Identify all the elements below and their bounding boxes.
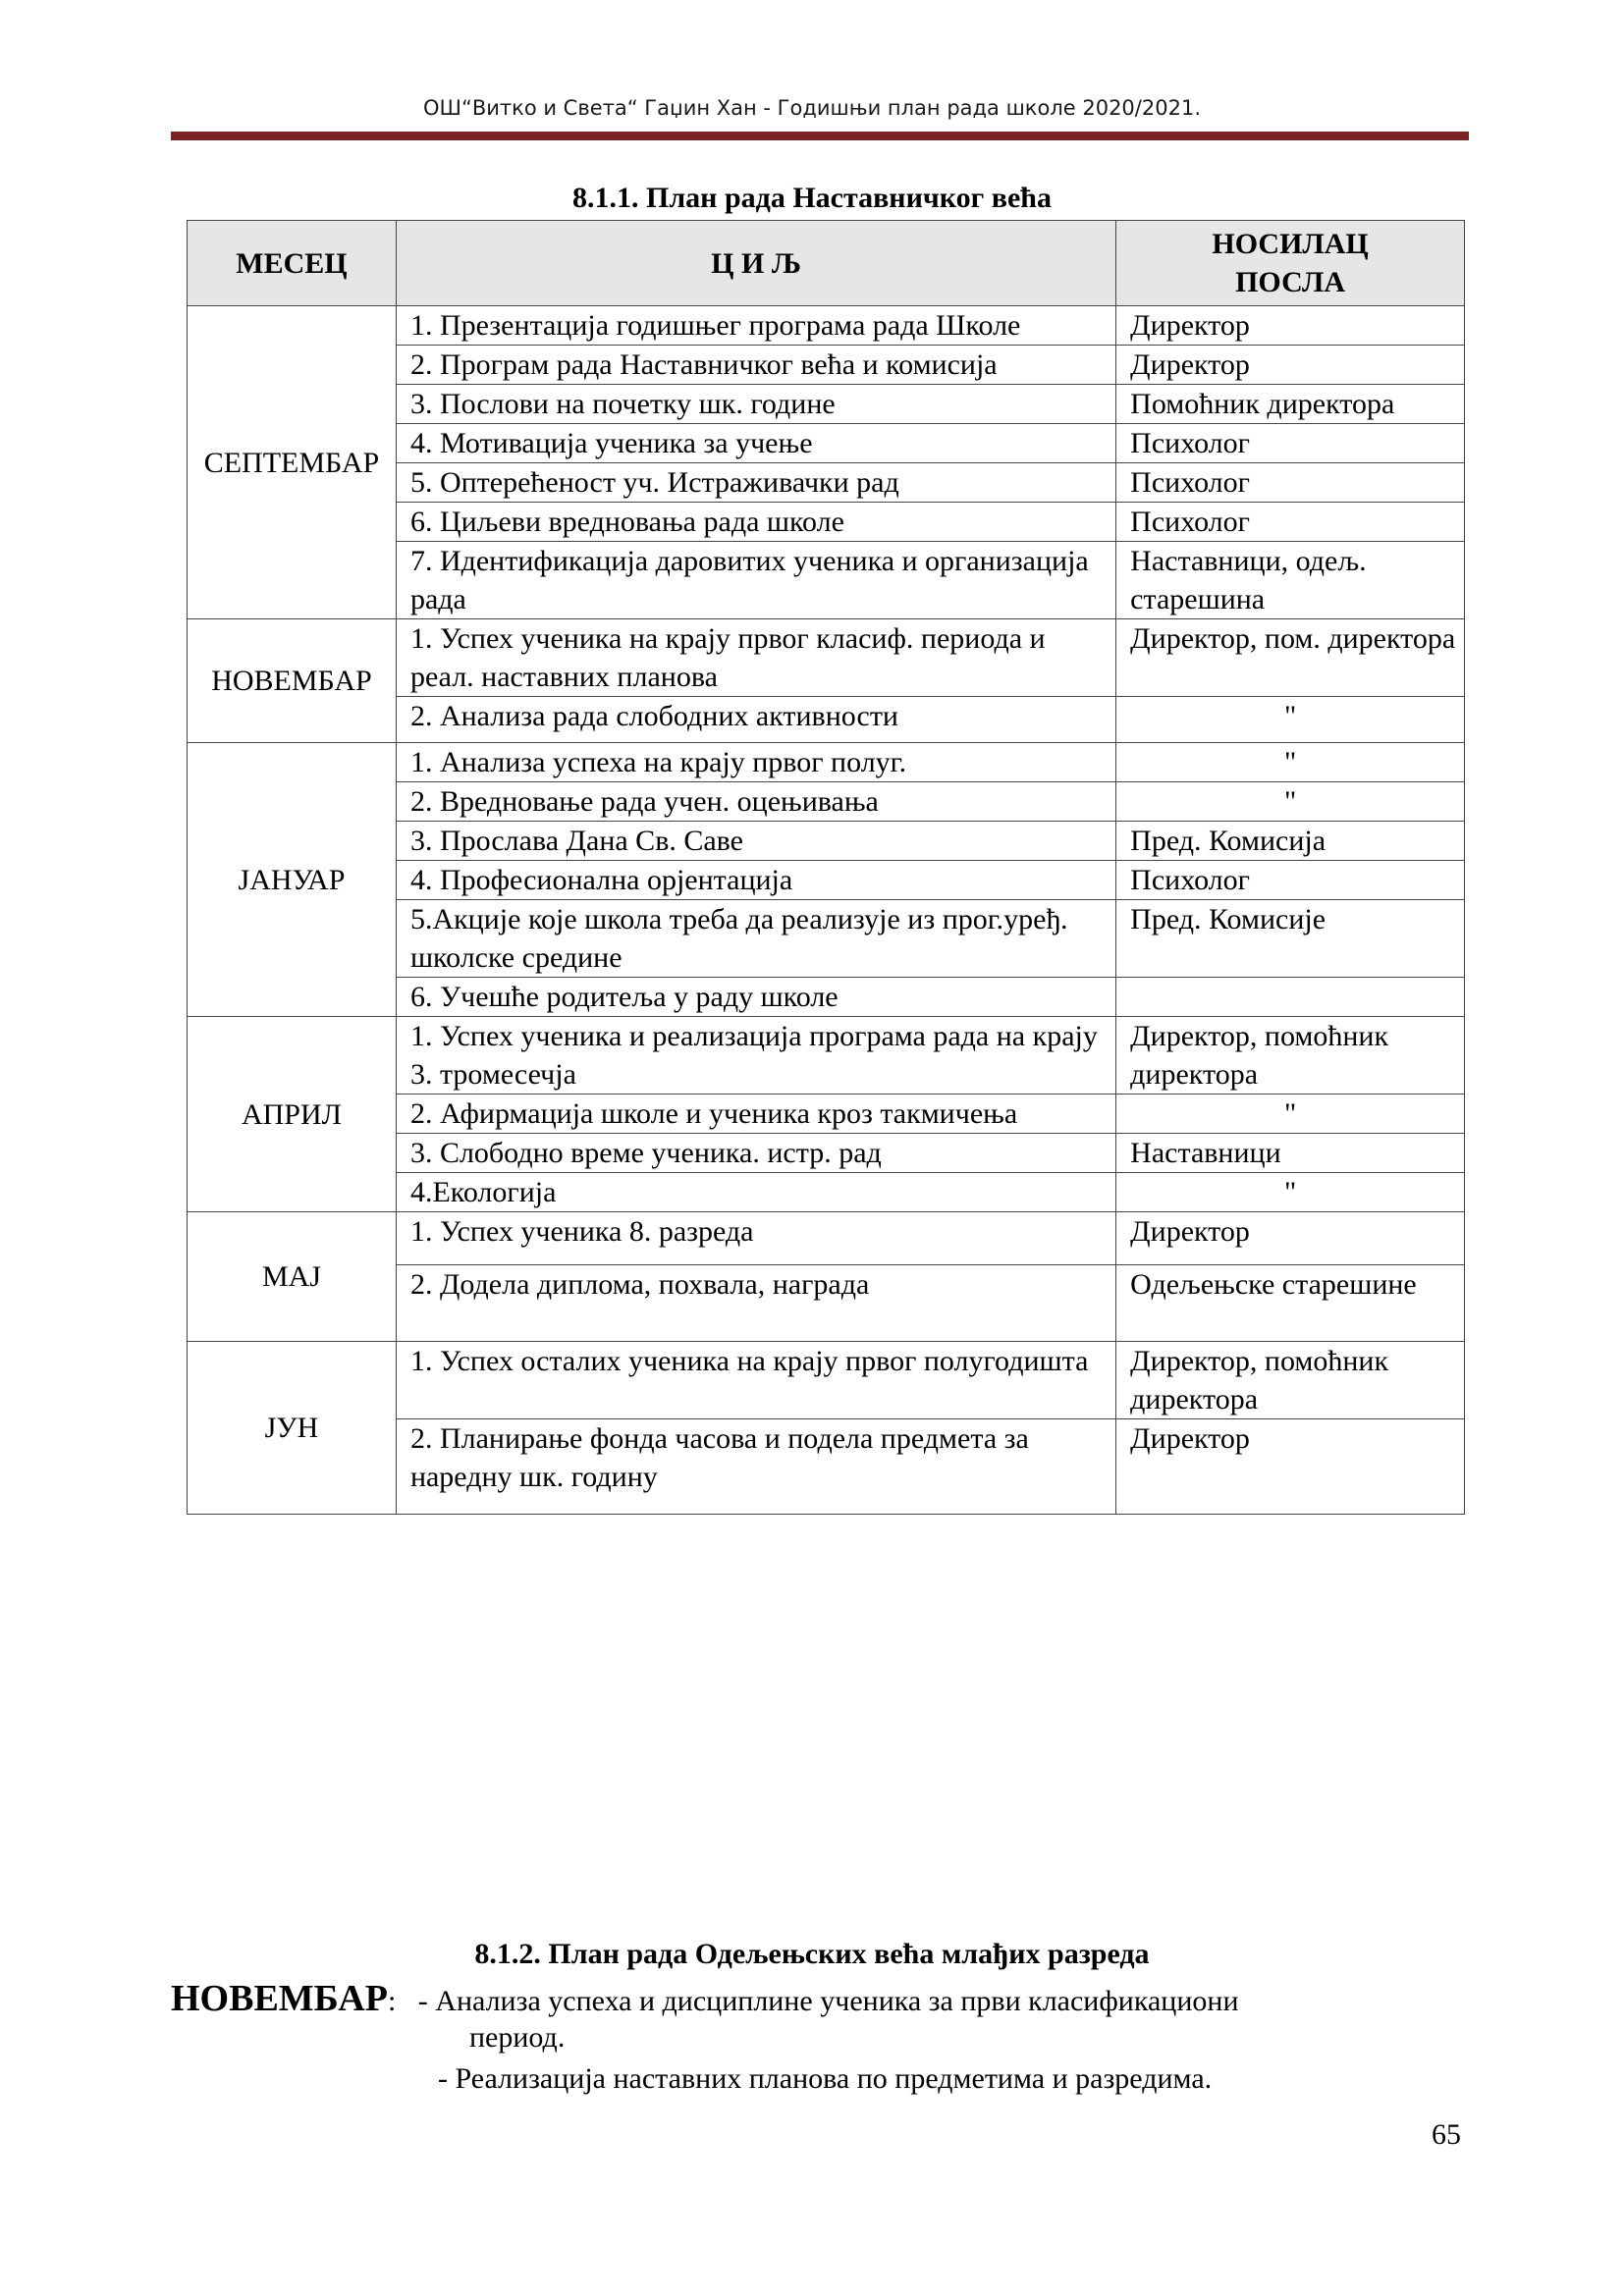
owner-cell: Директор, помоћник директора	[1116, 1342, 1465, 1419]
goal-cell: 1. Анализа успеха на крају првог полуг.	[396, 743, 1115, 782]
column-header-goal: Ц И Љ	[396, 221, 1115, 306]
goal-cell: 5.Акције које школа треба да реализује из прог.уређ. школске средине	[396, 900, 1115, 978]
header-rule	[171, 132, 1469, 140]
owner-cell: Психолог	[1116, 424, 1465, 463]
owner-cell: Директор	[1116, 306, 1465, 346]
owner-cell: Психолог	[1116, 861, 1465, 900]
section-title-class-councils: 8.1.2. План рада Одељењских већа млађих разреда	[474, 1938, 1150, 1970]
owner-cell	[1116, 978, 1465, 1017]
goal-cell: 1. Успех осталих ученика на крају првог полугодишта	[396, 1342, 1115, 1419]
goal-cell: 3. Послови на почетку шк. године	[396, 385, 1115, 424]
owner-cell: "	[1116, 1173, 1465, 1212]
table-row	[188, 743, 1465, 782]
table-row	[188, 306, 1465, 346]
page-number: 65	[1432, 2118, 1461, 2151]
owner-cell: Директор	[1116, 1212, 1465, 1265]
november-line	[171, 1979, 1239, 2021]
table-row	[188, 1017, 1465, 1095]
owner-cell: Директор, помоћник директора	[1116, 1017, 1465, 1095]
goal-cell: 5. Оптерећеност уч. Истраживачки рад	[396, 463, 1115, 503]
goal-cell: 2. Програм рада Наставничког већа и комисија	[396, 346, 1115, 385]
teachers-council-plan-table	[187, 220, 1465, 1515]
owner-cell: Пред. Комисија	[1116, 822, 1465, 861]
goal-cell: 4.Екологија	[396, 1173, 1115, 1212]
table-row	[188, 619, 1465, 697]
goal-cell: 1. Успех ученика 8. разреда	[396, 1212, 1115, 1265]
owner-cell: "	[1116, 743, 1465, 782]
november-item-1-continuation: период.	[469, 2021, 566, 2054]
goal-cell: 4. Професионална орјентација	[396, 861, 1115, 900]
table-row	[188, 1212, 1465, 1265]
month-cell: МАЈ	[188, 1212, 397, 1342]
november-item-2: - Реализација наставних планова по предметима и разредима.	[438, 2062, 1213, 2095]
column-header-month: МЕСЕЦ	[188, 221, 397, 306]
goal-cell: 2. Планирање фонда часова и подела предмета за наредну шк. годину	[396, 1419, 1115, 1515]
owner-cell: Психолог	[1116, 503, 1465, 542]
owner-cell: "	[1116, 782, 1465, 822]
owner-cell: Директор	[1116, 346, 1465, 385]
owner-cell: "	[1116, 697, 1465, 743]
november-label: НОВЕМБАР	[171, 1978, 388, 2019]
goal-cell: 3. Прослава Дана Св. Саве	[396, 822, 1115, 861]
owner-cell: Наставници, одељ. старешина	[1116, 542, 1465, 619]
month-cell: СЕПТЕМБАР	[188, 306, 397, 619]
table-header-row	[188, 221, 1465, 306]
goal-cell: 1. Успех ученика на крају првог класиф. периода и реал. наставних планова	[396, 619, 1115, 697]
column-header-owner-text: НОСИЛАЦ ПОСЛА	[1212, 228, 1369, 298]
november-colon: :	[387, 1985, 418, 2017]
owner-cell: "	[1116, 1095, 1465, 1134]
goal-cell: 1. Презентација годишњег програма рада Школе	[396, 306, 1115, 346]
owner-cell: Психолог	[1116, 463, 1465, 503]
goal-cell: 4. Мотивација ученика за учење	[396, 424, 1115, 463]
owner-cell: Наставници	[1116, 1134, 1465, 1173]
goal-cell: 2. Анализа рада слободних активности	[396, 697, 1115, 743]
month-cell: НОВЕМБАР	[188, 619, 397, 743]
month-cell: ЈАНУАР	[188, 743, 397, 1017]
goal-cell: 2. Вредновање рада учен. оцењивања	[396, 782, 1115, 822]
goal-cell: 7. Идентификација даровитих ученика и организација рада	[396, 542, 1115, 619]
goal-cell: 3. Слободно време ученика. истр. рад	[396, 1134, 1115, 1173]
table-body	[188, 306, 1465, 1515]
table-row	[188, 1342, 1465, 1419]
owner-cell: Директор	[1116, 1419, 1465, 1515]
goal-cell: 1. Успех ученика и реализација програма рада на крају 3. тромесечја	[396, 1017, 1115, 1095]
goal-cell: 2. Афирмација школе и ученика кроз такмичења	[396, 1095, 1115, 1134]
column-header-owner	[1116, 221, 1465, 306]
section-title-teachers-council: 8.1.1. План рада Наставничког већа	[572, 182, 1052, 214]
goal-cell: 6. Учешће родитеља у раду школе	[396, 978, 1115, 1017]
owner-cell: Одељењске старешине	[1116, 1265, 1465, 1342]
owner-cell: Пред. Комисије	[1116, 900, 1465, 978]
month-cell: ЈУН	[188, 1342, 397, 1515]
owner-cell: Директор, пом. директора	[1116, 619, 1465, 697]
owner-cell: Помоћник директора	[1116, 385, 1465, 424]
november-item-1: - Анализа успеха и дисциплине ученика за први класификациони	[417, 1985, 1239, 2017]
goal-cell: 2. Додела диплома, похвала, награда	[396, 1265, 1115, 1342]
running-header: ОШ“Витко и Света“ Гаџин Хан - Годишњи план рада школе 2020/2021.	[423, 96, 1201, 120]
month-cell: АПРИЛ	[188, 1017, 397, 1212]
goal-cell: 6. Циљеви вредновања рада школе	[396, 503, 1115, 542]
